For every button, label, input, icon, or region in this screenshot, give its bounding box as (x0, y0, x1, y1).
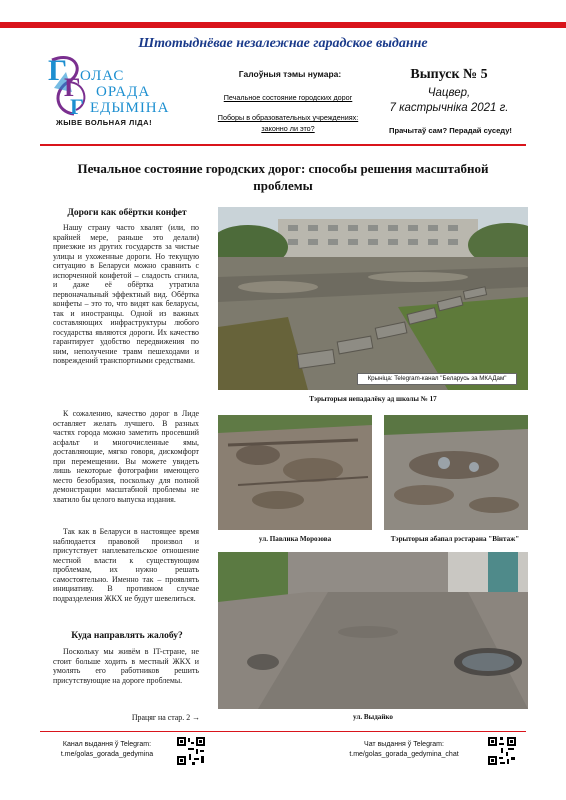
photo-caption: Тэрыторыя непадалёку ад школы № 17 (309, 395, 437, 403)
article-paragraph: К сожалению, качество дорог в Лиде оставляет желать лучшего. В разных частях города можно заметить просевший асфальт и многочисленные ямы, доставляющие, мягко говоря, дискомфорт при перемещении. Вы можете увидеть лишь некоторые фотографии имеющего место безобразия, поскольку для полной демонстрации масштабной проблемы не хватило бы целого выпуска издания. (53, 409, 199, 504)
photo-morozova-street (218, 415, 372, 530)
svg-text:Г: Г (48, 54, 68, 87)
section-title-wrappers: Дороги как обёртки конфет (67, 208, 187, 218)
chat-link[interactable]: t.me/golas_gorada_gedymina_chat (349, 751, 459, 758)
photo-school-territory (218, 207, 528, 390)
logo-slogan: ЖЫВЕ ВОЛЬНАЯ ЛІДА! (56, 118, 153, 127)
issue-full-date: 7 кастрычніка 2021 г. (389, 102, 509, 114)
logo-word-gorada: ОРАДА (96, 84, 151, 100)
svg-text:Г: Г (70, 94, 84, 119)
article-paragraph: Поскольку мы живём в IT-стране, не стоит больше ходить в местный ЖКХ и умолять его работников решить присутствующие на дороге проблемы. (53, 647, 199, 685)
chat-label: Чат выдання ў Telegram: (364, 741, 444, 748)
qr-code-icon[interactable] (176, 736, 206, 766)
photo-caption: ул. Павлика Морозова (258, 535, 332, 543)
logo-word-golas: ОЛАС (80, 68, 125, 84)
photo-vydaiko-street (218, 552, 528, 709)
issue-number: Выпуск № 5 (410, 67, 488, 82)
issue-weekday: Чацвер, (427, 87, 471, 99)
logo-word-gedymina: ЕДЫМІНА (90, 100, 170, 116)
article-headline: Печальное состояние городских дорог: способы решения масштабной проблемы (77, 161, 489, 193)
newspaper-logo (46, 52, 194, 132)
header-divider (40, 144, 526, 146)
footer-chat (340, 740, 468, 760)
tagline: Штотыднёвае незалежнае гарадское выданне (138, 36, 428, 51)
photo-vintazh-restaurant (384, 415, 528, 530)
channel-link[interactable]: t.me/golas_gorada_gedymina (60, 751, 154, 758)
section-title-complaint: Куда направлять жалобу? (71, 631, 183, 641)
svg-text:Г: Г (64, 73, 81, 102)
article-paragraph: Нашу страну часто хвалят (или, по крайней мере, раньше это делали) приезжие из других государств за чистые улицы и ухоженные дороги. Но текущую ситуацию в Беларуси можно сравнить с испорченной конфетой – сладость сгнила, и даже её обёртка утратила первоначальный эффектный вид. Обёртка конфеты – это то, что видят как беларусы, так и иностранцы. Одной из важных составляющих инфраструктуры любого государства являются дороги. Их качество гарантирует удобство передвижения по ним, неполучение травм пешеходами и повреждений транспортными средствами. (53, 223, 199, 365)
continued-link[interactable]: Працяг на стар. 2 → (131, 713, 200, 722)
footer-channel (48, 740, 166, 760)
photo-credit: Крыніца: Telegram-канал "Беларусь за МКАДам" (357, 373, 517, 385)
channel-label: Канал выдання ў Telegram: (62, 741, 152, 748)
issue-date (383, 86, 515, 116)
theme-link-fees[interactable]: Поборы в образовательных учреждениях: законно ли это? (217, 113, 359, 133)
photo-caption: ул. Выдайко (353, 713, 393, 721)
share-call: Прачытаў сам? Перадай суседу! (389, 126, 512, 135)
footer-divider (40, 731, 526, 732)
main-themes-title: Галоўныя тэмы нумара: (238, 69, 342, 79)
qr-code-icon[interactable] (487, 736, 517, 766)
photo-caption: Тэрыторыя абапал рэстарана "Вінтаж" (390, 535, 520, 543)
top-red-bar (0, 22, 566, 28)
theme-link-roads[interactable]: Печальное состояние городских дорог (223, 93, 353, 102)
article-paragraph: Так как в Беларуси в настоящее время наблюдается правовой произвол и присутствует наплевательское отношение местной власти к существующим проблемам, их нужно решать самостоятельно. Именно так – проявлять инициативу. В противном случае подразделения ЖКХ не будут шевелиться. (53, 527, 199, 603)
